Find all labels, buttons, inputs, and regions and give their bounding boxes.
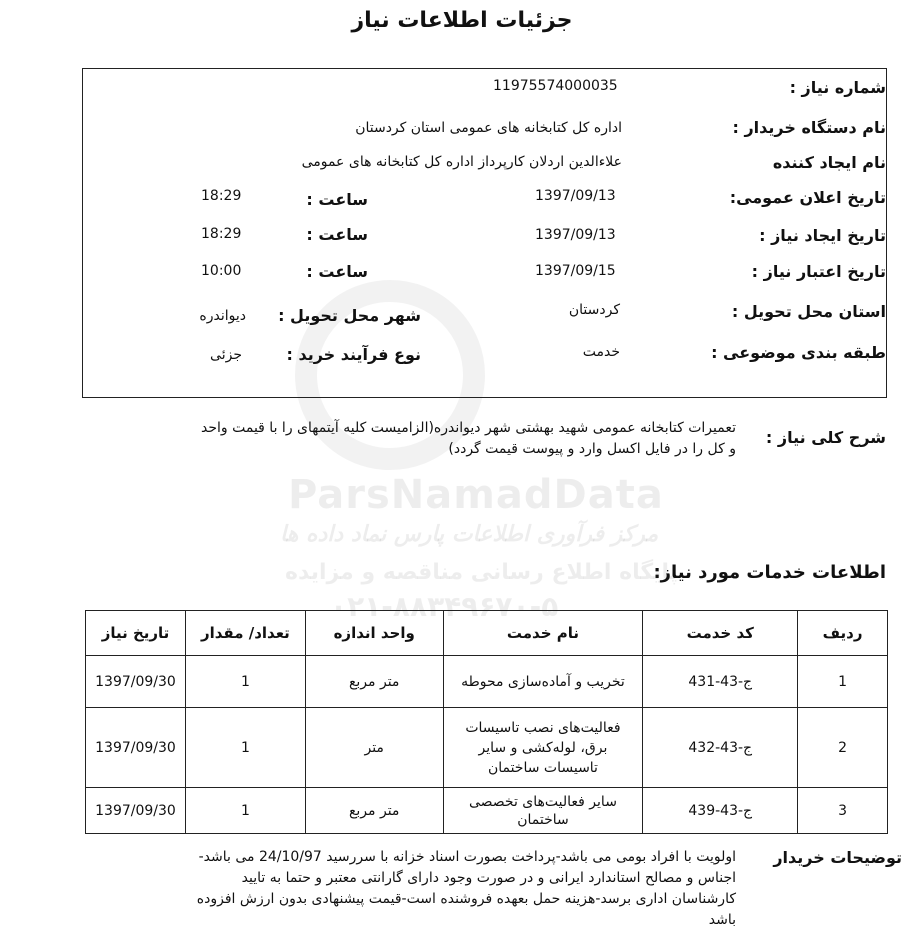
- category-label: طبقه بندی موضوعی :: [711, 343, 886, 362]
- creator-value: علاءالدین اردلان کارپرداز اداره کل کتابخانه های عمومی: [301, 154, 622, 170]
- page-title: جزئیات اطلاعات نیاز: [351, 8, 573, 33]
- service-name: فعالیت‌های نصب تاسیسات برق، لوله‌کشی و سایر تاسیسات ساختمان: [443, 708, 643, 788]
- row-number: 1: [798, 656, 888, 708]
- general-description-line-1: تعمیرات کتابخانه عمومی شهید بهشتی شهر دیواندره(الزامیست کلیه آیتمهای را با قیمت واحد: [201, 420, 736, 436]
- watermark-line-1: مرکز فرآوری اطلاعات پارس نماد داده ها: [280, 522, 659, 547]
- service-name: سایر فعالیت‌های تخصصی ساختمان: [443, 788, 643, 834]
- need-number-value: 11975574000035: [493, 78, 618, 94]
- create-time-value: 18:29: [201, 226, 242, 242]
- public-announce-time-label: ساعت :: [306, 190, 368, 209]
- validity-time-label: ساعت :: [306, 262, 368, 281]
- col-name-header: نام خدمت: [443, 611, 643, 656]
- row-number: 2: [798, 708, 888, 788]
- delivery-province-value: کردستان: [568, 302, 620, 318]
- col-row-header: ردیف: [798, 611, 888, 656]
- col-date-header: تاریخ نیاز: [86, 611, 186, 656]
- delivery-city-label: شهر محل تحویل :: [278, 306, 421, 325]
- col-code-header: کد خدمت: [643, 611, 798, 656]
- purchase-type-value: جزئی: [210, 347, 242, 363]
- validity-date-label: تاریخ اعتبار نیاز :: [751, 262, 886, 281]
- buyer-org-label: نام دستگاه خریدار :: [732, 118, 886, 137]
- watermark-phone: ۰۲۱-۸۸۳۴۹۶۷۰-۵: [330, 590, 559, 623]
- category-value: خدمت: [582, 344, 620, 360]
- service-date: 1397/09/30: [86, 708, 186, 788]
- watermark-line-2: پایگاه اطلاع رسانی مناقصه و مزایده: [285, 560, 678, 585]
- service-date: 1397/09/30: [86, 656, 186, 708]
- service-qty: 1: [186, 656, 306, 708]
- service-qty: 1: [186, 788, 306, 834]
- col-qty-header: تعداد/ مقدار: [186, 611, 306, 656]
- creator-label: نام ایجاد کننده: [772, 153, 886, 172]
- table-row: [86, 656, 888, 708]
- purchase-type-label: نوع فرآیند خرید :: [286, 345, 421, 364]
- buyer-notes-line-4: باشد: [708, 912, 736, 928]
- services-heading: اطلاعات خدمات مورد نیاز:: [653, 562, 886, 583]
- create-date-value: 1397/09/13: [535, 227, 616, 243]
- row-number: 3: [798, 788, 888, 834]
- service-code: ج-43-431: [643, 656, 798, 708]
- general-description-text: [76, 418, 736, 460]
- buyer-notes-line-1: اولویت با افراد بومی می باشد-پرداخت بصورت اسناد خزانه با سررسید 24/10/97 می باشد-: [198, 849, 736, 865]
- buyer-notes-text: [96, 847, 736, 931]
- table-row: [86, 788, 888, 834]
- public-announce-time: 18:29: [201, 188, 242, 204]
- table-row: [86, 708, 888, 788]
- delivery-city-value: دیواندره: [199, 308, 246, 324]
- service-name: تخریب و آماده‌سازی محوطه: [443, 656, 643, 708]
- general-description-line-2: و کل را در فایل اکسل وارد و پیوست قیمت گردد): [448, 441, 736, 457]
- public-announce-label: تاریخ اعلان عمومی:: [729, 188, 886, 207]
- service-code: ج-43-432: [643, 708, 798, 788]
- service-date: 1397/09/30: [86, 788, 186, 834]
- services-table-header: [86, 611, 888, 656]
- buyer-notes-line-3: کارشناسان اداری برسد-هزینه حمل بعهده فروشنده است-قیمت پیشنهادی بدون ارزش افزوده: [196, 891, 736, 907]
- general-description-label: شرح کلی نیاز :: [765, 428, 886, 447]
- services-table: [85, 610, 888, 834]
- service-unit: متر مربع: [305, 656, 443, 708]
- validity-time-value: 10:00: [201, 263, 242, 279]
- buyer-org-value: اداره کل کتابخانه های عمومی استان کردستان: [355, 120, 622, 136]
- buyer-notes-line-2: اجناس و مصالح استاندارد ایرانی و در صورت وجود دارای گارانتی معتبر و حتما به تایید: [241, 870, 736, 886]
- service-unit: متر مربع: [305, 788, 443, 834]
- service-unit: متر: [305, 708, 443, 788]
- service-qty: 1: [186, 708, 306, 788]
- create-date-label: تاریخ ایجاد نیاز :: [759, 226, 886, 245]
- service-code: ج-43-439: [643, 788, 798, 834]
- validity-date-value: 1397/09/15: [535, 263, 616, 279]
- delivery-province-label: استان محل تحویل :: [731, 302, 886, 321]
- buyer-notes-label: توضیحات خریدار: [773, 848, 902, 867]
- watermark-brand: ParsNamadData: [288, 472, 664, 518]
- public-announce-date: 1397/09/13: [535, 188, 616, 204]
- col-unit-header: واحد اندازه: [305, 611, 443, 656]
- need-number-label: شماره نیاز :: [789, 78, 886, 97]
- create-time-label: ساعت :: [306, 225, 368, 244]
